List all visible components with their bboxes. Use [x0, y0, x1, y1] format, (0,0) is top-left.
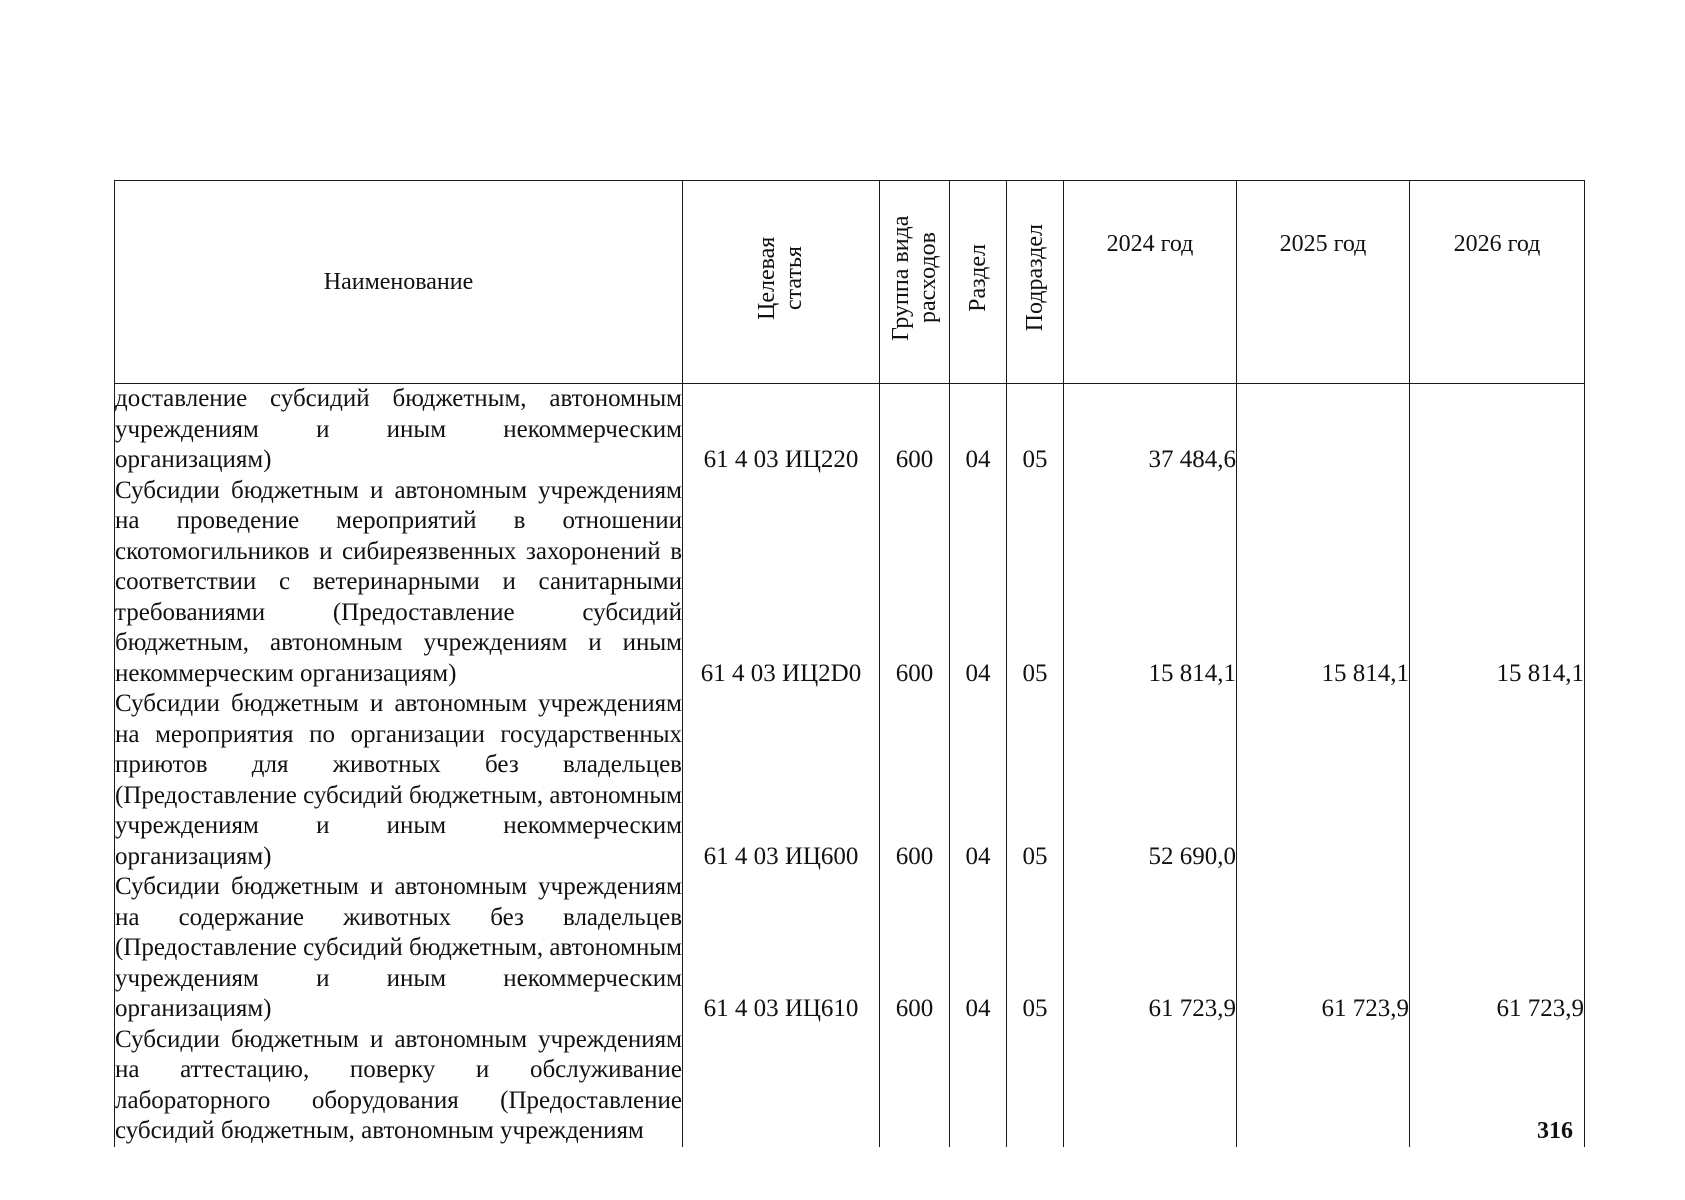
row-section: 04: [950, 384, 1007, 476]
row-section: [950, 1025, 1007, 1147]
row-group: [880, 1025, 950, 1147]
row-name-text: Субсидии бюджетным и автономным учреждениям на содержание животных без владельцев (Предоставление субсидий бюджетным, автономным учреждениям и иным некоммерческим организациям): [115, 873, 682, 1022]
row-2025: [1237, 689, 1410, 872]
row-name: [115, 384, 683, 476]
header-subsection-text: Подраздел: [1021, 224, 1048, 332]
header-expense-group-text: Группа вида расходов: [887, 215, 941, 341]
row-name: [115, 872, 683, 1025]
row-2024: 15 814,1: [1064, 476, 1237, 690]
row-group: 600: [880, 476, 950, 690]
header-2025: [1237, 181, 1410, 384]
row-2025: [1237, 1025, 1410, 1147]
header-expense-group: [880, 181, 950, 384]
row-name-text: Субсидии бюджетным и автономным учреждениям на мероприятия по организации государственных приютов для животных без владельцев (Предоставление субсидий бюджетным, автономным учреждениям и иным некоммерческим организациям): [115, 690, 682, 870]
row-name-text: Субсидии бюджетным и автономным учреждениям на аттестацию, поверку и обслуживание лабораторного оборудования (Предоставление субсидий бюджетным, автономным учреждениям: [115, 1025, 682, 1144]
row-group: 600: [880, 384, 950, 476]
table-row: [115, 1025, 1585, 1147]
header-2026: [1410, 181, 1585, 384]
header-2024-text: 2024 год: [1106, 231, 1194, 257]
row-2025: 15 814,1: [1237, 476, 1410, 690]
row-2024: 37 484,6: [1064, 384, 1237, 476]
table-row: [115, 689, 1585, 872]
row-2024: 52 690,0: [1064, 689, 1237, 872]
row-subsection: 05: [1007, 689, 1064, 872]
row-name: [115, 1025, 683, 1147]
header-target-article: [683, 181, 880, 384]
row-name: [115, 476, 683, 690]
row-group: 600: [880, 872, 950, 1025]
row-2024: 61 723,9: [1064, 872, 1237, 1025]
table-row: [115, 872, 1585, 1025]
header-subsection: [1007, 181, 1064, 384]
header-2026-text: 2026 год: [1453, 231, 1541, 257]
row-section: 04: [950, 872, 1007, 1025]
row-section: 04: [950, 689, 1007, 872]
page-number: 316: [1537, 1118, 1573, 1144]
row-2026: 15 814,1: [1410, 476, 1585, 690]
row-2025: 61 723,9: [1237, 872, 1410, 1025]
table-row: [115, 384, 1585, 476]
header-2025-text: 2025 год: [1279, 231, 1367, 257]
row-code: [683, 1025, 880, 1147]
header-2024: [1064, 181, 1237, 384]
budget-table: [114, 180, 1585, 1147]
row-subsection: 05: [1007, 872, 1064, 1025]
row-subsection: 05: [1007, 384, 1064, 476]
table-row: [115, 476, 1585, 690]
table-header-row: [115, 181, 1585, 384]
row-name-text: доставление субсидий бюджетным, автономным учреждениям и иным некоммерческим организациям): [115, 385, 682, 473]
row-code: 61 4 03 ИЦ220: [683, 384, 880, 476]
header-name-text: Наименование: [323, 268, 474, 295]
row-2026: [1410, 689, 1585, 872]
row-2025: [1237, 384, 1410, 476]
row-code: 61 4 03 ИЦ600: [683, 689, 880, 872]
row-code: 61 4 03 ИЦ2D0: [683, 476, 880, 690]
row-group: 600: [880, 689, 950, 872]
row-name: [115, 689, 683, 872]
header-name: [115, 181, 683, 384]
row-2024: [1064, 1025, 1237, 1147]
row-2026: 61 723,9: [1410, 872, 1585, 1025]
row-name-text: Субсидии бюджетным и автономным учреждениям на проведение мероприятий в отношении скотомогильников и сибиреязвенных захоронений в соответствии с ветеринарными и санитарными требованиями (Предоставление субсидий бюджетным, автономным учреждениям и иным некоммерческим организациям): [115, 476, 682, 687]
header-section-text: Раздел: [964, 243, 991, 312]
header-target-article-text: Целевая статья: [754, 236, 807, 320]
row-section: 04: [950, 476, 1007, 690]
row-code: 61 4 03 ИЦ610: [683, 872, 880, 1025]
row-2026: [1410, 384, 1585, 476]
row-subsection: 05: [1007, 476, 1064, 690]
row-subsection: [1007, 1025, 1064, 1147]
header-section: [950, 181, 1007, 384]
